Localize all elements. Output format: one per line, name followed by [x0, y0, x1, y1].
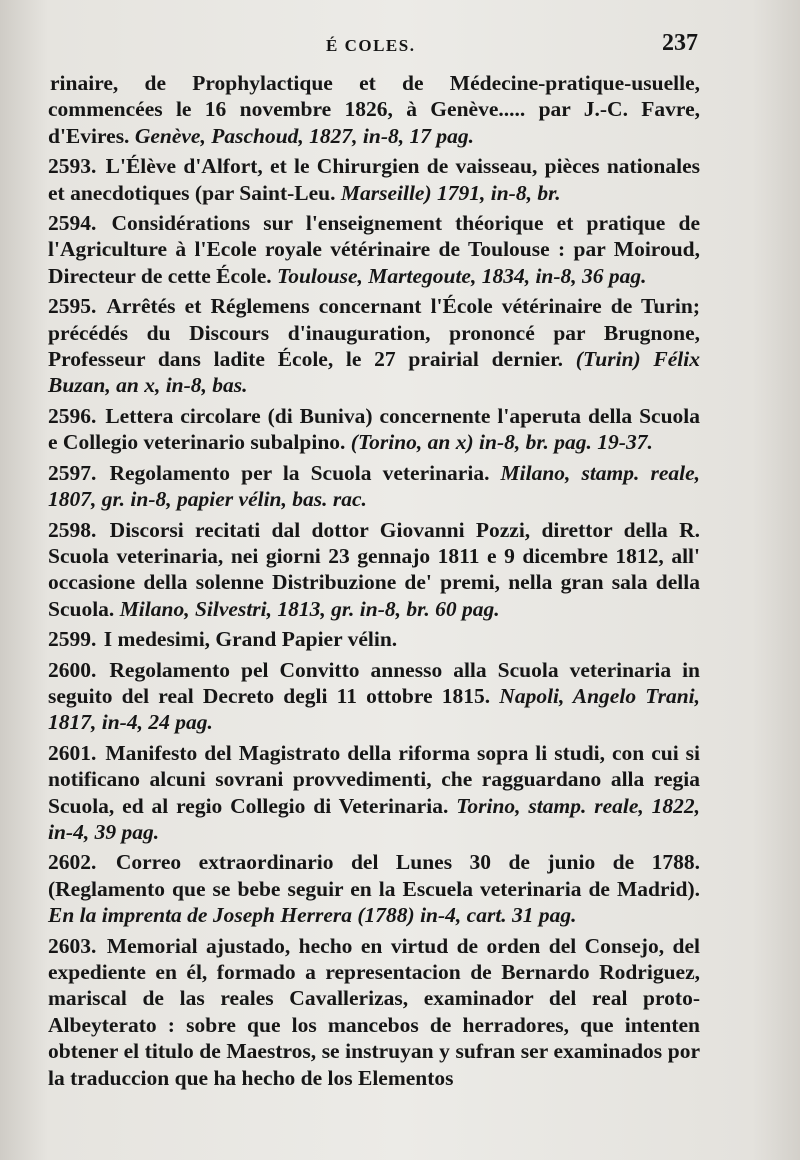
entry-number: 2597.: [48, 460, 97, 485]
entry-text: rinaire, de Prophylactique et de Médecine-pratique-usuelle, commencées le 16 novembre 1826, à Genève..... par J.-C. Favre, d'Evires.: [48, 71, 700, 148]
entry-imprint: Torino, stamp. reale, 1822, in-4, 39 pag.: [48, 793, 700, 844]
entry-text: Regolamento pel Convitto annesso alla Scuola veterinaria in seguito del real Decreto degli 11 ottobre 1815.: [48, 657, 701, 708]
entry-text: Memorial ajustado, hecho en virtud de orden del Consejo, del expediente en él, formado a representacion de Bernardo Rodriguez, mariscal de las reales Cavallerizas, examinador del real proto-Albeyterato : sobre que los mancebos de herradores, que intenten obtener el titulo de Maestros, se instruyan y sufran ser examinados por la traduccion que ha hecho de los Elementos: [48, 933, 700, 1090]
entry-number: 2603.: [48, 933, 97, 958]
catalog-entry: [48, 657, 700, 736]
running-head: É COLES.: [326, 36, 416, 55]
entry-imprint: En la imprenta de Joseph Herrera (1788) in-4, cart. 31 pag.: [48, 903, 577, 928]
page-header: [0, 30, 800, 60]
entry-number: 2596.: [48, 403, 97, 428]
entry-imprint: Marseille) 1791, in-8, br.: [340, 180, 561, 205]
entry-imprint: (Turin) Félix Buzan, an x, in-8, bas.: [48, 347, 700, 398]
entry-number: 2593.: [48, 154, 97, 179]
page-number: 237: [662, 30, 698, 56]
entry-text: Discorsi recitati dal dottor Giovanni Pozzi, direttor della R. Scuola veterinaria, nei giorni 23 gennajo 1811 e 9 dicembre 1812, all' occasione della solenne Distribuzione de' premi, nella gran sala della Scuola.: [48, 517, 701, 621]
entry-text: Regolamento per la Scuola veterinaria.: [109, 460, 501, 485]
catalog-entry: [48, 460, 700, 513]
catalog-entry: [48, 293, 700, 399]
catalog-entry: [48, 933, 700, 1091]
entry-imprint: Toulouse, Martegoute, 1834, in-8, 36 pag.: [277, 263, 647, 288]
entry-number: 2602.: [48, 850, 97, 875]
entry-number: 2595.: [48, 294, 97, 319]
entry-number: 2599.: [48, 627, 97, 652]
entry-text: Considérations sur l'enseignement théorique et pratique de l'Agriculture à l'Ecole royale vétérinaire de Toulouse : par Moiroud, Directeur de cette École.: [48, 211, 700, 288]
entry-imprint: (Torino, an x) in-8, br. pag. 19-37.: [350, 430, 653, 455]
entry-text: L'Élève d'Alfort, et le Chirurgien de vaisseau, pièces nationales et anecdotiques (par Saint-Leu.: [48, 154, 700, 205]
entry-imprint: Genève, Paschoud, 1827, in-8, 17 pag.: [134, 123, 475, 148]
catalog-entries: [48, 70, 700, 1095]
entry-number: 2600.: [48, 657, 97, 682]
entry-text: Arrêtés et Réglemens concernant l'École vétérinaire de Turin; précédés du Discours d'inauguration, prononcé par Brugnone, Professeur dans ladite École, le 27 prairial dernier.: [48, 294, 700, 372]
entry-text: I medesimi, Grand Papier vélin.: [103, 627, 398, 652]
entry-text: Manifesto del Magistrato della riforma sopra li studi, con cui si notificano alcuni sovrani provvedimenti, che ragguardano alla regia Scuola, ed al regio Collegio di Veterinaria.: [48, 740, 701, 818]
entry-number: 2598.: [48, 517, 97, 542]
catalog-entry: [48, 849, 700, 928]
catalog-entry: [48, 740, 700, 846]
entry-text: Correo extraordinario del Lunes 30 de junio de 1788. (Reglamento que se bebe seguir en la Escuela veterinaria de Madrid).: [48, 850, 701, 901]
entry-imprint: Napoli, Angelo Trani, 1817, in-4, 24 pag.: [48, 683, 700, 735]
catalog-entry: [48, 517, 700, 623]
entry-number: 2601.: [48, 740, 97, 765]
catalog-entry: [48, 70, 700, 149]
entry-imprint: Milano, stamp. reale, 1807, gr. in-8, papier vélin, bas. rac.: [48, 460, 701, 512]
catalog-entry: [48, 403, 700, 456]
entry-text: Lettera circolare (di Buniva) concernente l'aperuta della Scuola e Collegio veterinario subalpino.: [48, 403, 701, 455]
entry-number: 2594.: [48, 211, 97, 236]
catalog-entry: [48, 210, 700, 289]
catalog-entry: [48, 626, 700, 652]
entry-imprint: Milano, Silvestri, 1813, gr. in-8, br. 60 pag.: [119, 596, 500, 621]
catalog-entry: [48, 153, 700, 206]
